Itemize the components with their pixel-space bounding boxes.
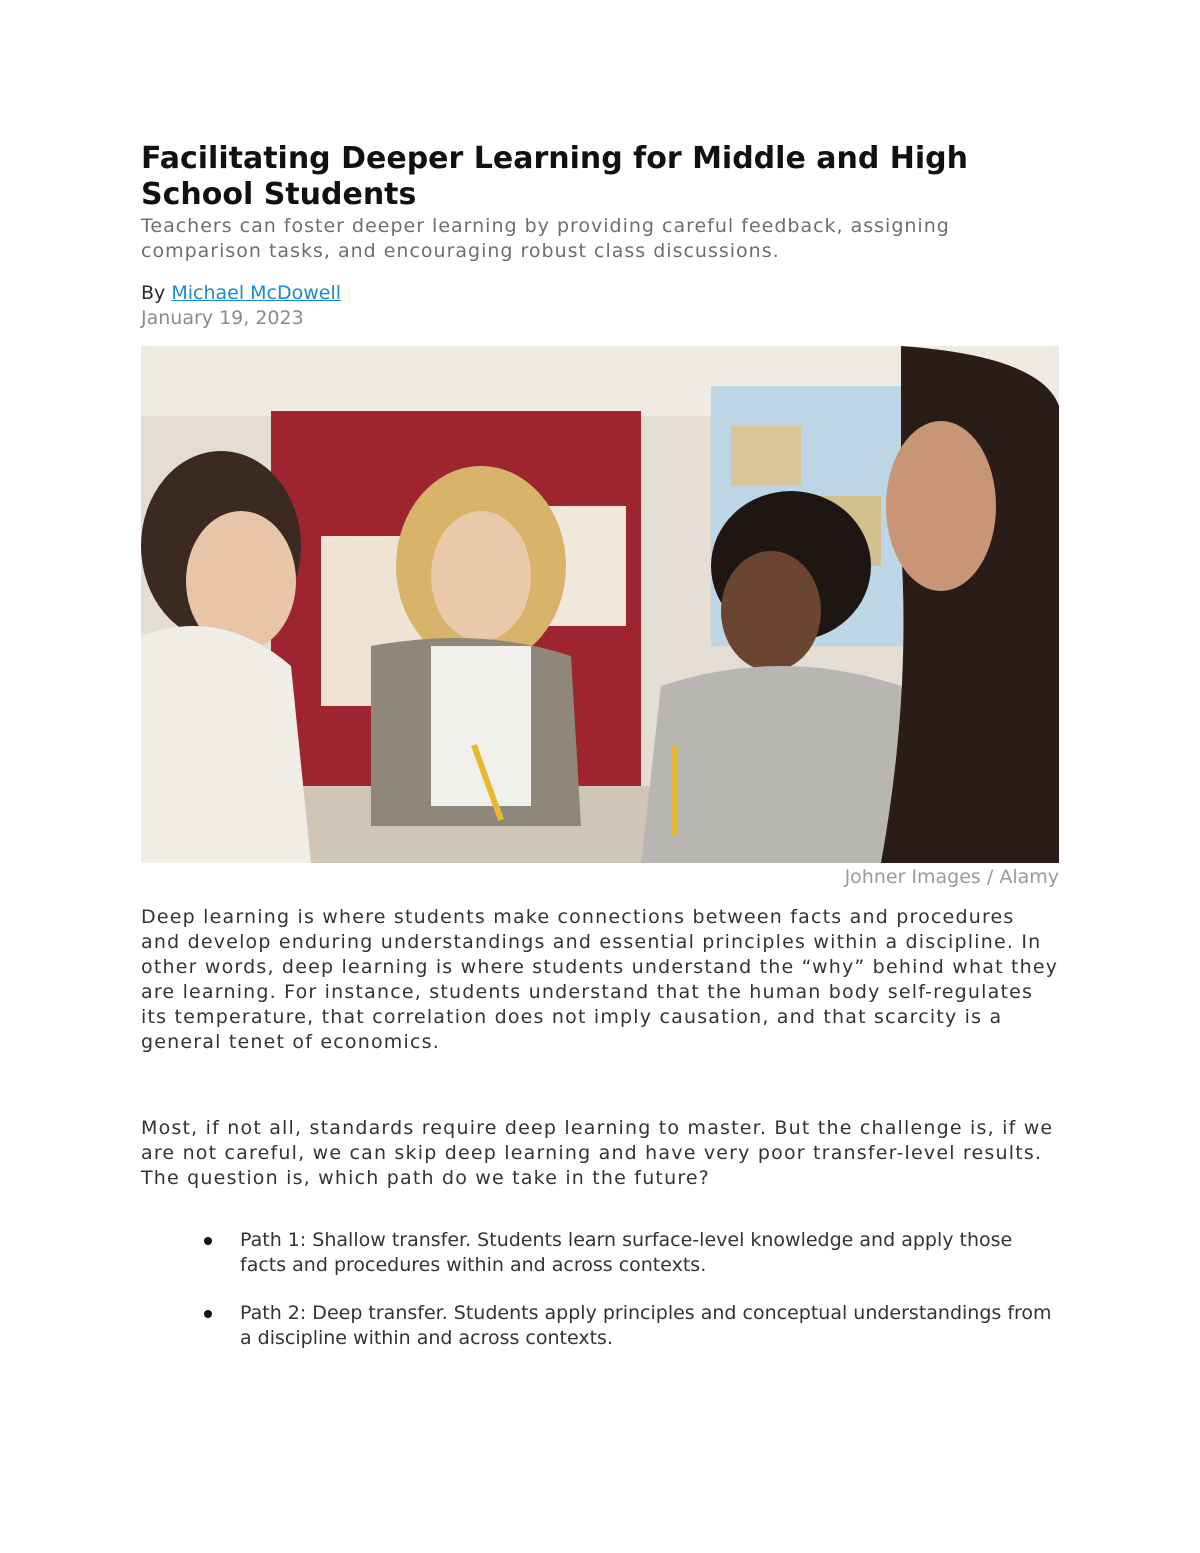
article-title: Facilitating Deeper Learning for Middle and High School Students <box>141 141 968 212</box>
list-item <box>141 1228 1059 1278</box>
byline <box>141 281 341 306</box>
hero-photo <box>141 346 1059 863</box>
list-item-text: Path 1: Shallow transfer. Students learn surface-level knowledge and apply those facts and procedures within and across contexts. <box>240 1229 1013 1276</box>
image-credit: Johner Images / Alamy <box>844 866 1059 888</box>
author-link[interactable]: Michael McDowell <box>171 282 342 304</box>
paragraph-2: Most, if not all, standards require deep learning to master. But the challenge is, if we are not careful, we can skip deep learning and have very poor transfer-level results. The question is, which path do we take in the future? <box>141 1117 1054 1189</box>
article-subtitle: Teachers can foster deeper learning by providing careful feedback, assigning comparison tasks, and encouraging robust class discussions. <box>141 215 950 262</box>
list-item <box>141 1301 1059 1351</box>
bullet-icon <box>204 1310 212 1318</box>
byline-prefix: By <box>141 282 166 304</box>
classroom-photo-illustration <box>141 346 1059 863</box>
paragraph-1: Deep learning is where students make connections between facts and procedures and develop enduring understandings and essential principles within a discipline. In other words, deep learning is where students understand the “why” behind what they are learning. For instance, students understand that the human body self-regulates its temperature, that correlation does not imply causation, and that scarcity is a general tenet of economics. <box>141 906 1059 1053</box>
bullet-icon <box>204 1237 212 1245</box>
path-list <box>141 1228 1059 1374</box>
publish-date: January 19, 2023 <box>141 307 304 329</box>
list-item-text: Path 2: Deep transfer. Students apply principles and conceptual understandings from a discipline within and across contexts. <box>240 1302 1052 1349</box>
